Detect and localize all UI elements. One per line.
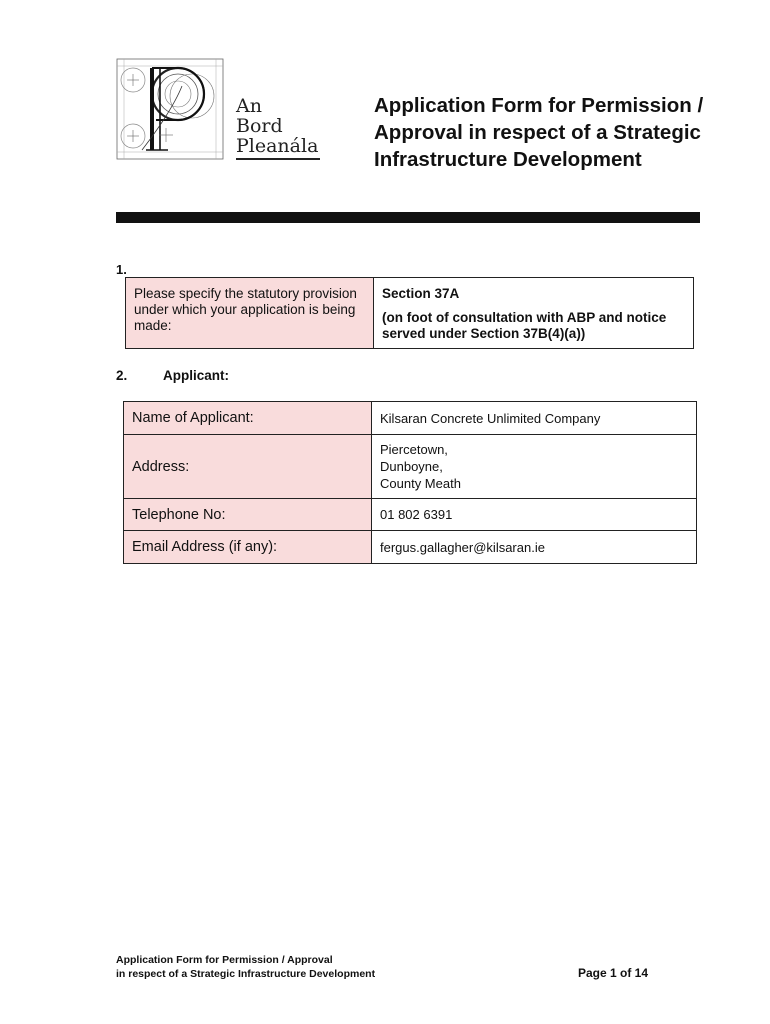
- an-bord-pleanala-logo-mark: [116, 58, 224, 160]
- applicant-name-label: Name of Applicant:: [124, 402, 372, 435]
- address-line-1: Piercetown,: [380, 442, 448, 457]
- table-row: [124, 499, 697, 531]
- document-title: Application Form for Permission / Approval in respect of a Strategic Infrastructure Development: [374, 94, 704, 171]
- statutory-provision-note: (on foot of consultation with ABP and notice served under Section 37B(4)(a)): [382, 310, 667, 341]
- address-value: [372, 435, 697, 499]
- logo-line-2: Bord: [236, 115, 283, 137]
- address-label: Address:: [124, 435, 372, 499]
- section-1-number: 1.: [116, 262, 127, 277]
- statutory-provision-section: Section 37A: [382, 286, 460, 301]
- address-line-2: Dunboyne,: [380, 459, 443, 474]
- table-row: [124, 402, 697, 435]
- logo-line-3: Pleanála: [236, 135, 319, 157]
- telephone-label: Telephone No:: [124, 499, 372, 531]
- applicant-table: [123, 401, 697, 564]
- section-2-label: Applicant:: [163, 368, 229, 383]
- section-2-number: 2.: [116, 368, 128, 383]
- email-label: Email Address (if any):: [124, 531, 372, 564]
- email-value: fergus.gallagher@kilsaran.ie: [372, 531, 697, 564]
- page-number: Page 1 of 14: [578, 966, 649, 980]
- table-row: [124, 435, 697, 499]
- footer-title: [116, 953, 375, 981]
- logo-line-1: An: [236, 95, 262, 117]
- telephone-value: 01 802 6391: [372, 499, 697, 531]
- logo-underline: [236, 158, 320, 160]
- section-2-heading: [116, 368, 229, 383]
- table-row: [126, 278, 694, 349]
- statutory-provision-value: [374, 278, 694, 349]
- table-row: [124, 531, 697, 564]
- statutory-provision-label: Please specify the statutory provision under which your application is being made:: [126, 278, 374, 349]
- statutory-provision-table: [125, 277, 694, 349]
- footer-line-1: Application Form for Permission / Approval: [116, 954, 333, 966]
- logo-wordmark: [236, 96, 318, 156]
- title-divider-bar: [116, 212, 700, 223]
- footer-line-2: in respect of a Strategic Infrastructure Development: [116, 968, 376, 980]
- applicant-name-value: Kilsaran Concrete Unlimited Company: [372, 402, 697, 435]
- address-line-3: County Meath: [380, 476, 461, 491]
